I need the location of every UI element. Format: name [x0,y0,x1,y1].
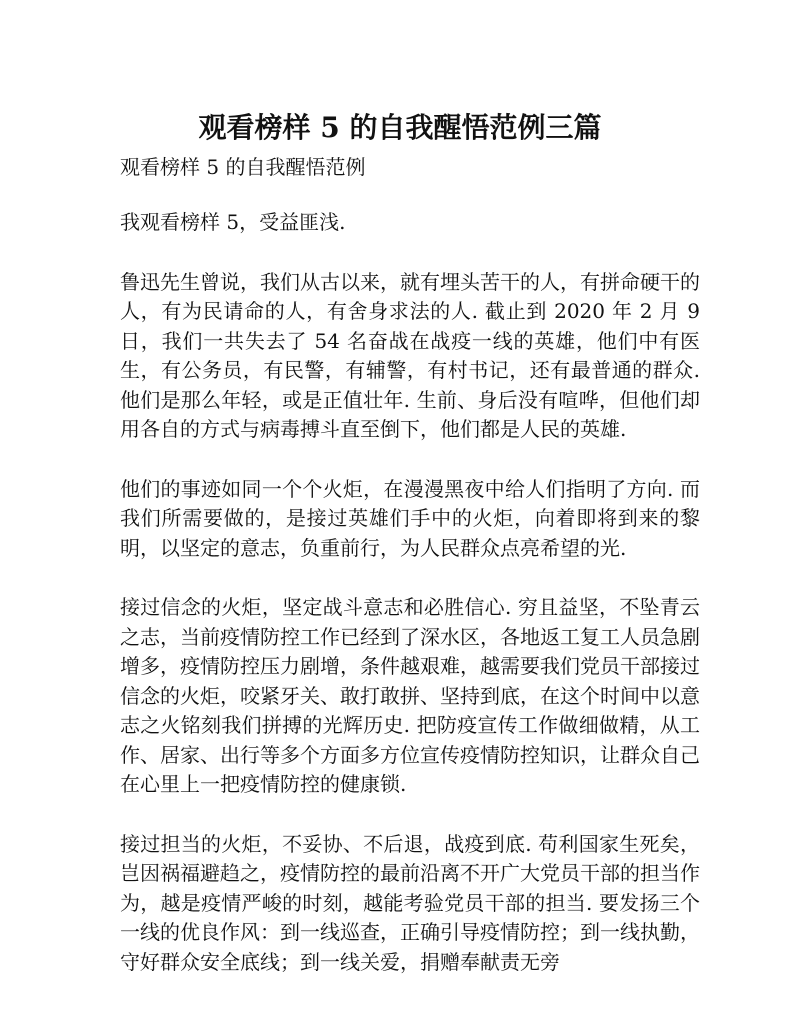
paragraph-responsibility: 接过担当的火炬，不妥协、不后退，战疫到底. 苟利国家生死矣，岂因祸福避趋之，疫情防控的最前沿离不开广大党员干部的担当作为，越是疫情严峻的时刻，越能考验党员干部的担当. 要发扬三个一线的优良作风：到一线巡查，正确引导疫情防控；到一线执勤，守好群众安全底线；到一线关爱，捐赠奉献责无旁 [120,831,700,974]
document-title: 观看榜样 5 的自我醒悟范例三篇 [198,111,602,144]
document-subtitle: 观看榜样 5 的自我醒悟范例 [120,155,366,179]
paragraph-torch: 他们的事迹如同一个个火炬，在漫漫黑夜中给人们指明了方向. 而我们所需要做的，是接过英雄们手中的火炬，向着即将到来的黎明，以坚定的意志，负重前行，为人民群众点亮希望的光. [120,476,700,560]
paragraph-heroes: 鲁迅先生曾说，我们从古以来，就有埋头苦干的人，有拼命硬干的人，有为民请命的人，有舍身求法的人. 截止到 2020 年 2 月 9 日，我们一共失去了 54 名奋战在战疫一线的英雄，他们中有医生，有公务员，有民警，有辅警，有村书记，还有最普通的群众. 他们是那么年轻，或是正值壮年. 生前、身后没有喧哗，但他们却用各自的方式与病毒搏斗直至倒下，他们都是人民的英雄. [120,269,700,441]
paragraph-belief: 接过信念的火炬，坚定战斗意志和必胜信心. 穷且益坚，不坠青云之志，当前疫情防控工作已经到了深水区，各地返工复工人员急剧增多，疫情防控压力剧增，条件越艰难，越需要我们党员干部接过信念的火炬，咬紧牙关、敢打敢拼、坚持到底，在这个时间中以意志之火铭刻我们拼搏的光辉历史. 把防疫宣传工作做细做精，从工作、居家、出行等多个方面多方位宣传疫情防控知识，让群众自己在心里上一把疫情防控的健康锁. [120,595,700,796]
paragraph-intro: 我观看榜样 5，受益匪浅. [120,210,346,234]
